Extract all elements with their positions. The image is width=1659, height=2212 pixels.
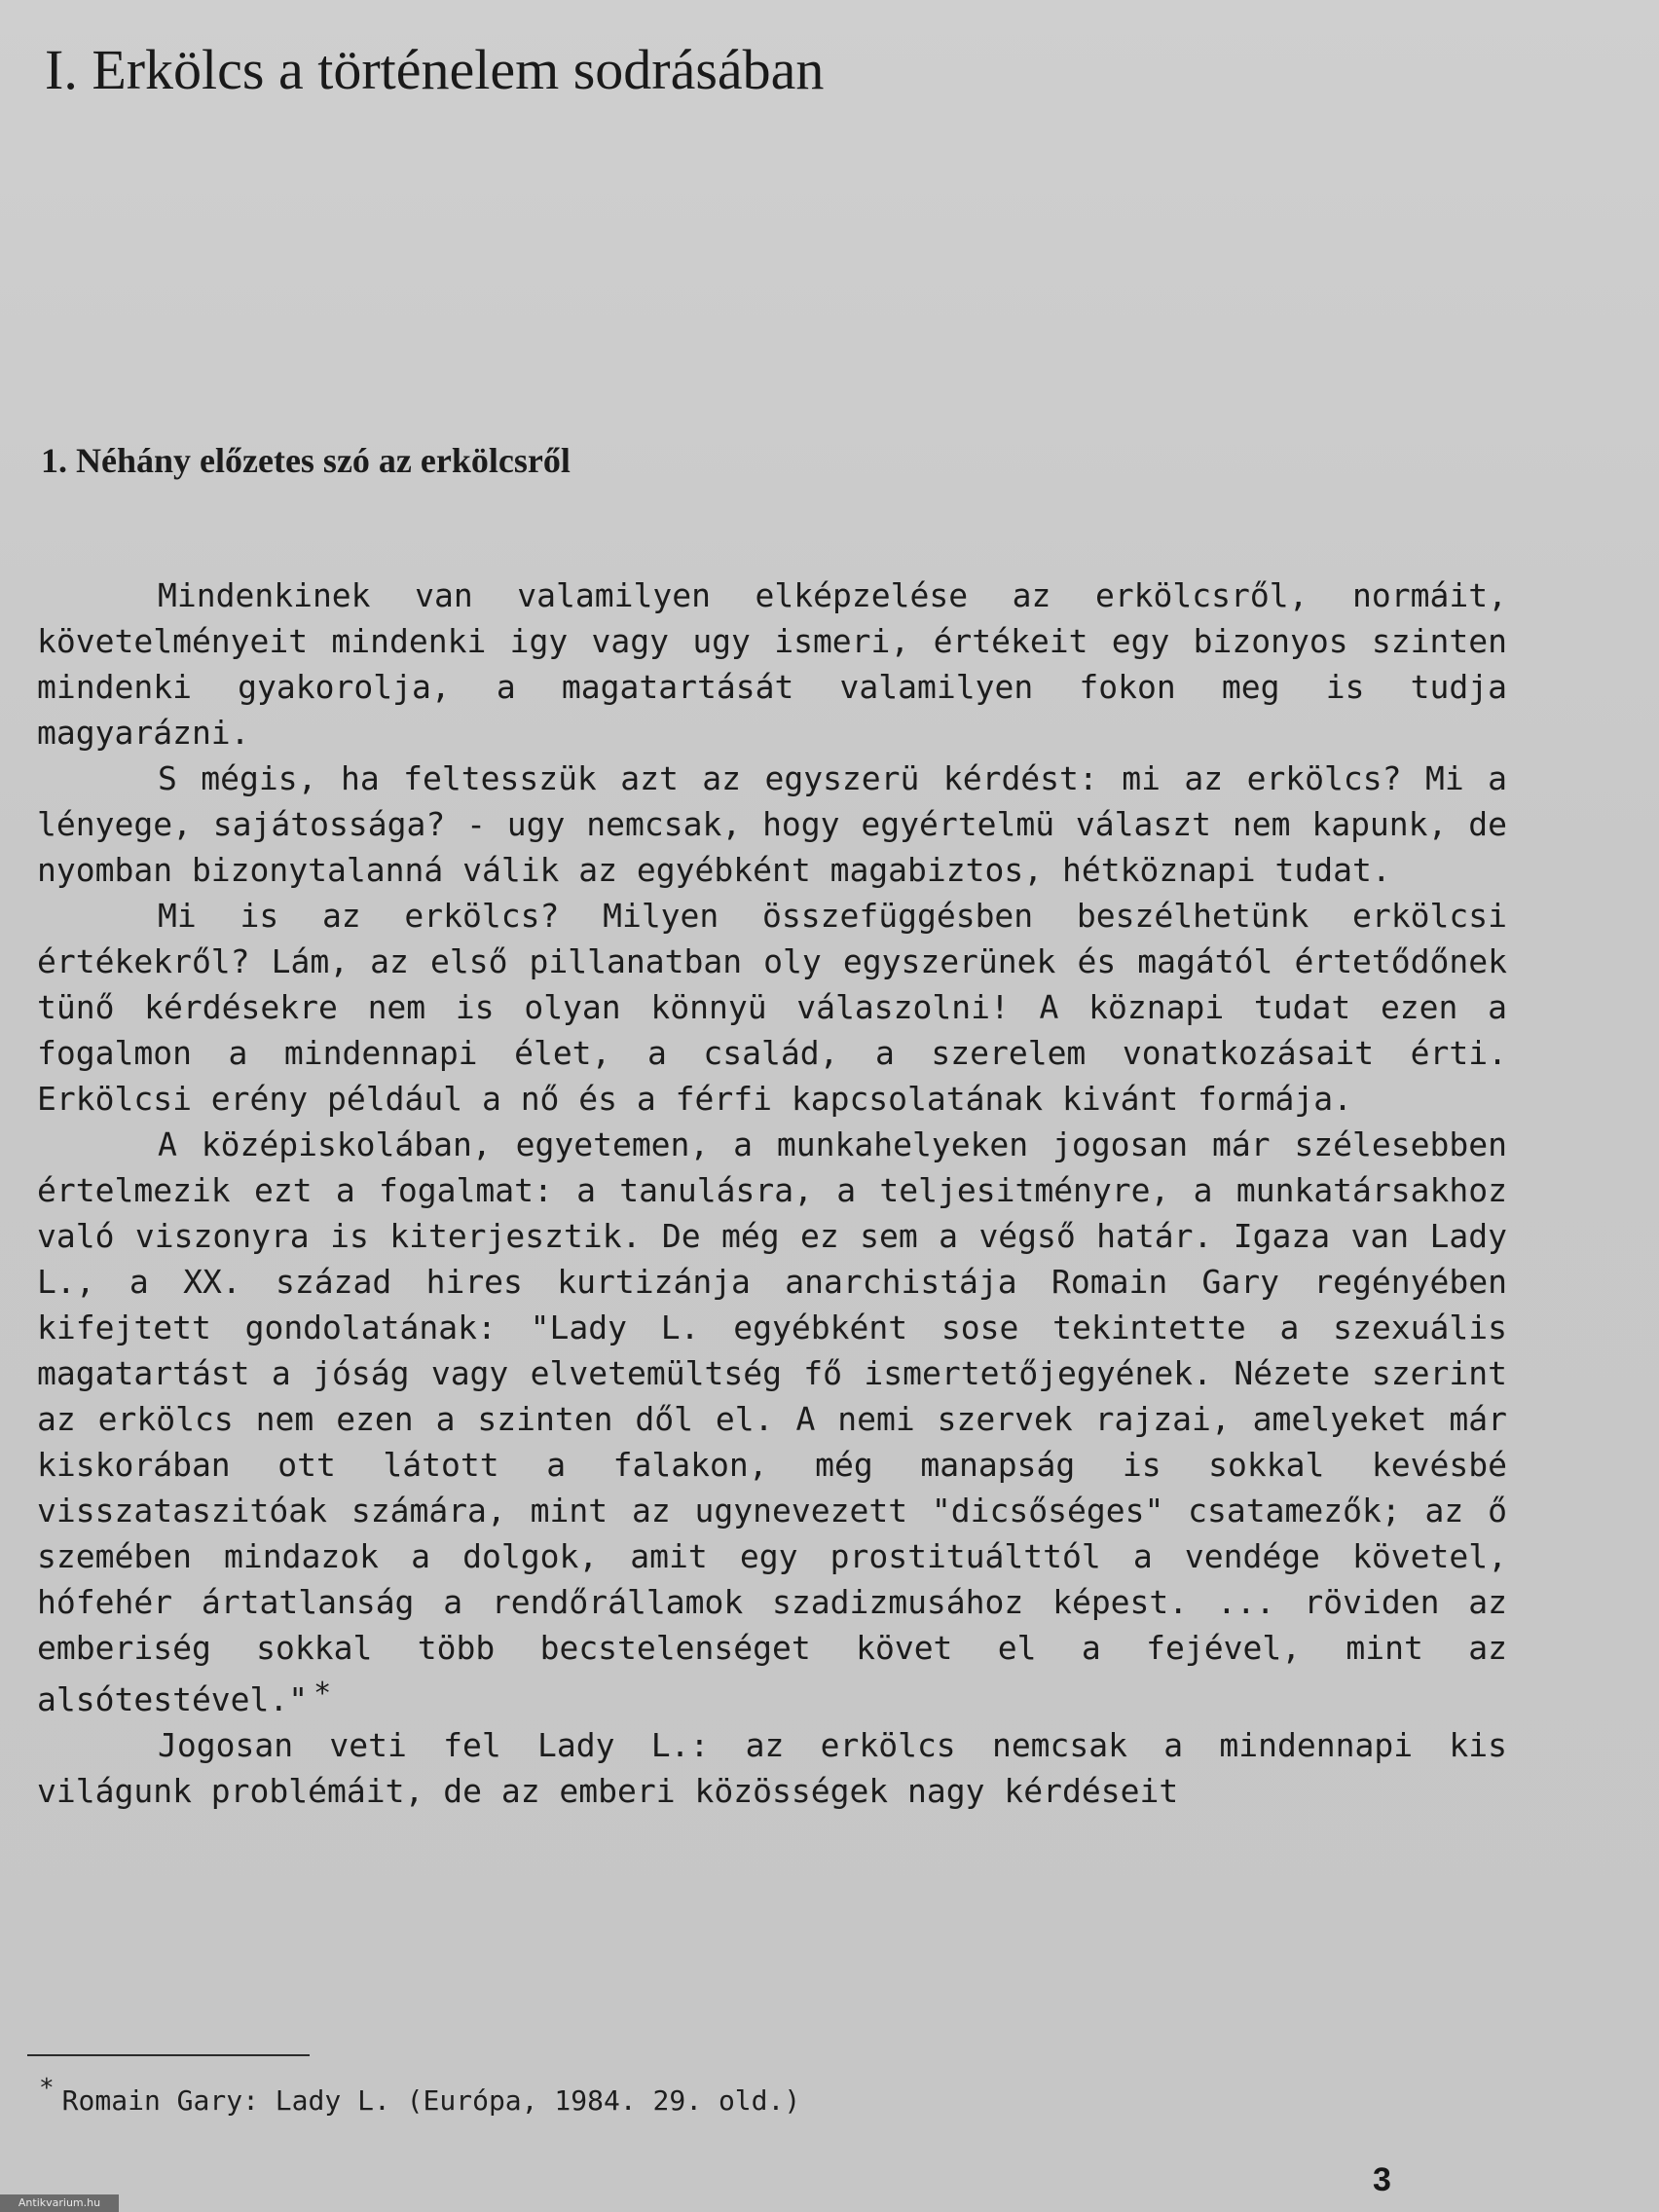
- footnote-mark: *: [39, 2074, 55, 2103]
- footnote-reference-mark: *: [313, 1677, 332, 1711]
- paragraph-4-text: A középiskolában, egyetemen, a munkahelyeken jogosan már szélesebben értelmezik ezt a fogalmat: a tanulásra, a teljesitményre, a munkatársakhoz való viszonyra is kiterjesztik. De még ez sem a végső határ. Igaza van Lady L., a XX. század hires kurtizánja anarchistája Romain Gary regényében kifejtett gondolatának: "Lady L. egyébként sose tekintette a szexuális magatartást a jóság vagy elvetemültség fő ismertetőjegyének. Nézete szerint az erkölcs nem ezen a szinten dől el. A nemi szervek rajzai, amelyeket már kiskorában ott látott a falakon, még manapság is sokkal kevésbé visszataszitóak számára, mint az ugynevezett "dicsőséges" csatamezők; az ő szemében mindazok a dolgok, amit egy prostituálttól a vendége követel, hófehér ártatlanság a rendőrállamok szadizmusához képest. ... röviden az emberiség sokkal több becstelenséget követ el a fejével, mint az alsótestével.": [37, 1125, 1507, 1718]
- section-title: 1. Néhány előzetes szó az erkölcsről: [41, 441, 571, 480]
- chapter-title: I. Erkölcs a történelem sodrásában: [45, 38, 825, 101]
- footnote-text: Romain Gary: Lady L. (Európa, 1984. 29. old.): [61, 2084, 801, 2117]
- paragraph-3: Mi is az erkölcs? Milyen összefüggésben beszélhetünk erkölcsi értékekről? Lám, az első pillanatban oly egyszerünek és magától értetődőnek tünő kérdésekre nem is olyan könnyü válaszolni! A köznapi tudat ezen a fogalmon a mindennapi élet, a család, a szerelem vonatkozásait érti. Erkölcsi erény például a nő és a férfi kapcsolatának kivánt formája.: [37, 897, 1507, 1118]
- footnote-divider: [27, 2054, 310, 2056]
- footnote: [39, 2074, 800, 2117]
- paragraph-2: S mégis, ha feltesszük azt az egyszerü kérdést: mi az erkölcs? Mi a lényege, sajátossága? - ugy nemcsak, hogy egyértelmü választ nem kapunk, de nyomban bizonytalanná válik az egyébként magabiztos, hétköznapi tudat.: [37, 759, 1507, 889]
- paragraph-4: [37, 1122, 1507, 1722]
- paragraph-1: Mindenkinek van valamilyen elképzelése az erkölcsről, normáit, követelményeit mindenki igy vagy ugy ismeri, értékeit egy bizonyos szinten mindenki gyakorolja, a magatartását valamilyen fokon meg is tudja magyarázni.: [37, 576, 1507, 752]
- paragraph-5: Jogosan veti fel Lady L.: az erkölcs nemcsak a mindennapi kis világunk problémáit, de az emberi közösségek nagy kérdéseit: [37, 1726, 1507, 1810]
- watermark-label: Antikvarium.hu: [0, 2194, 119, 2212]
- page-number: 3: [1373, 2161, 1391, 2198]
- body-text: [37, 572, 1507, 1814]
